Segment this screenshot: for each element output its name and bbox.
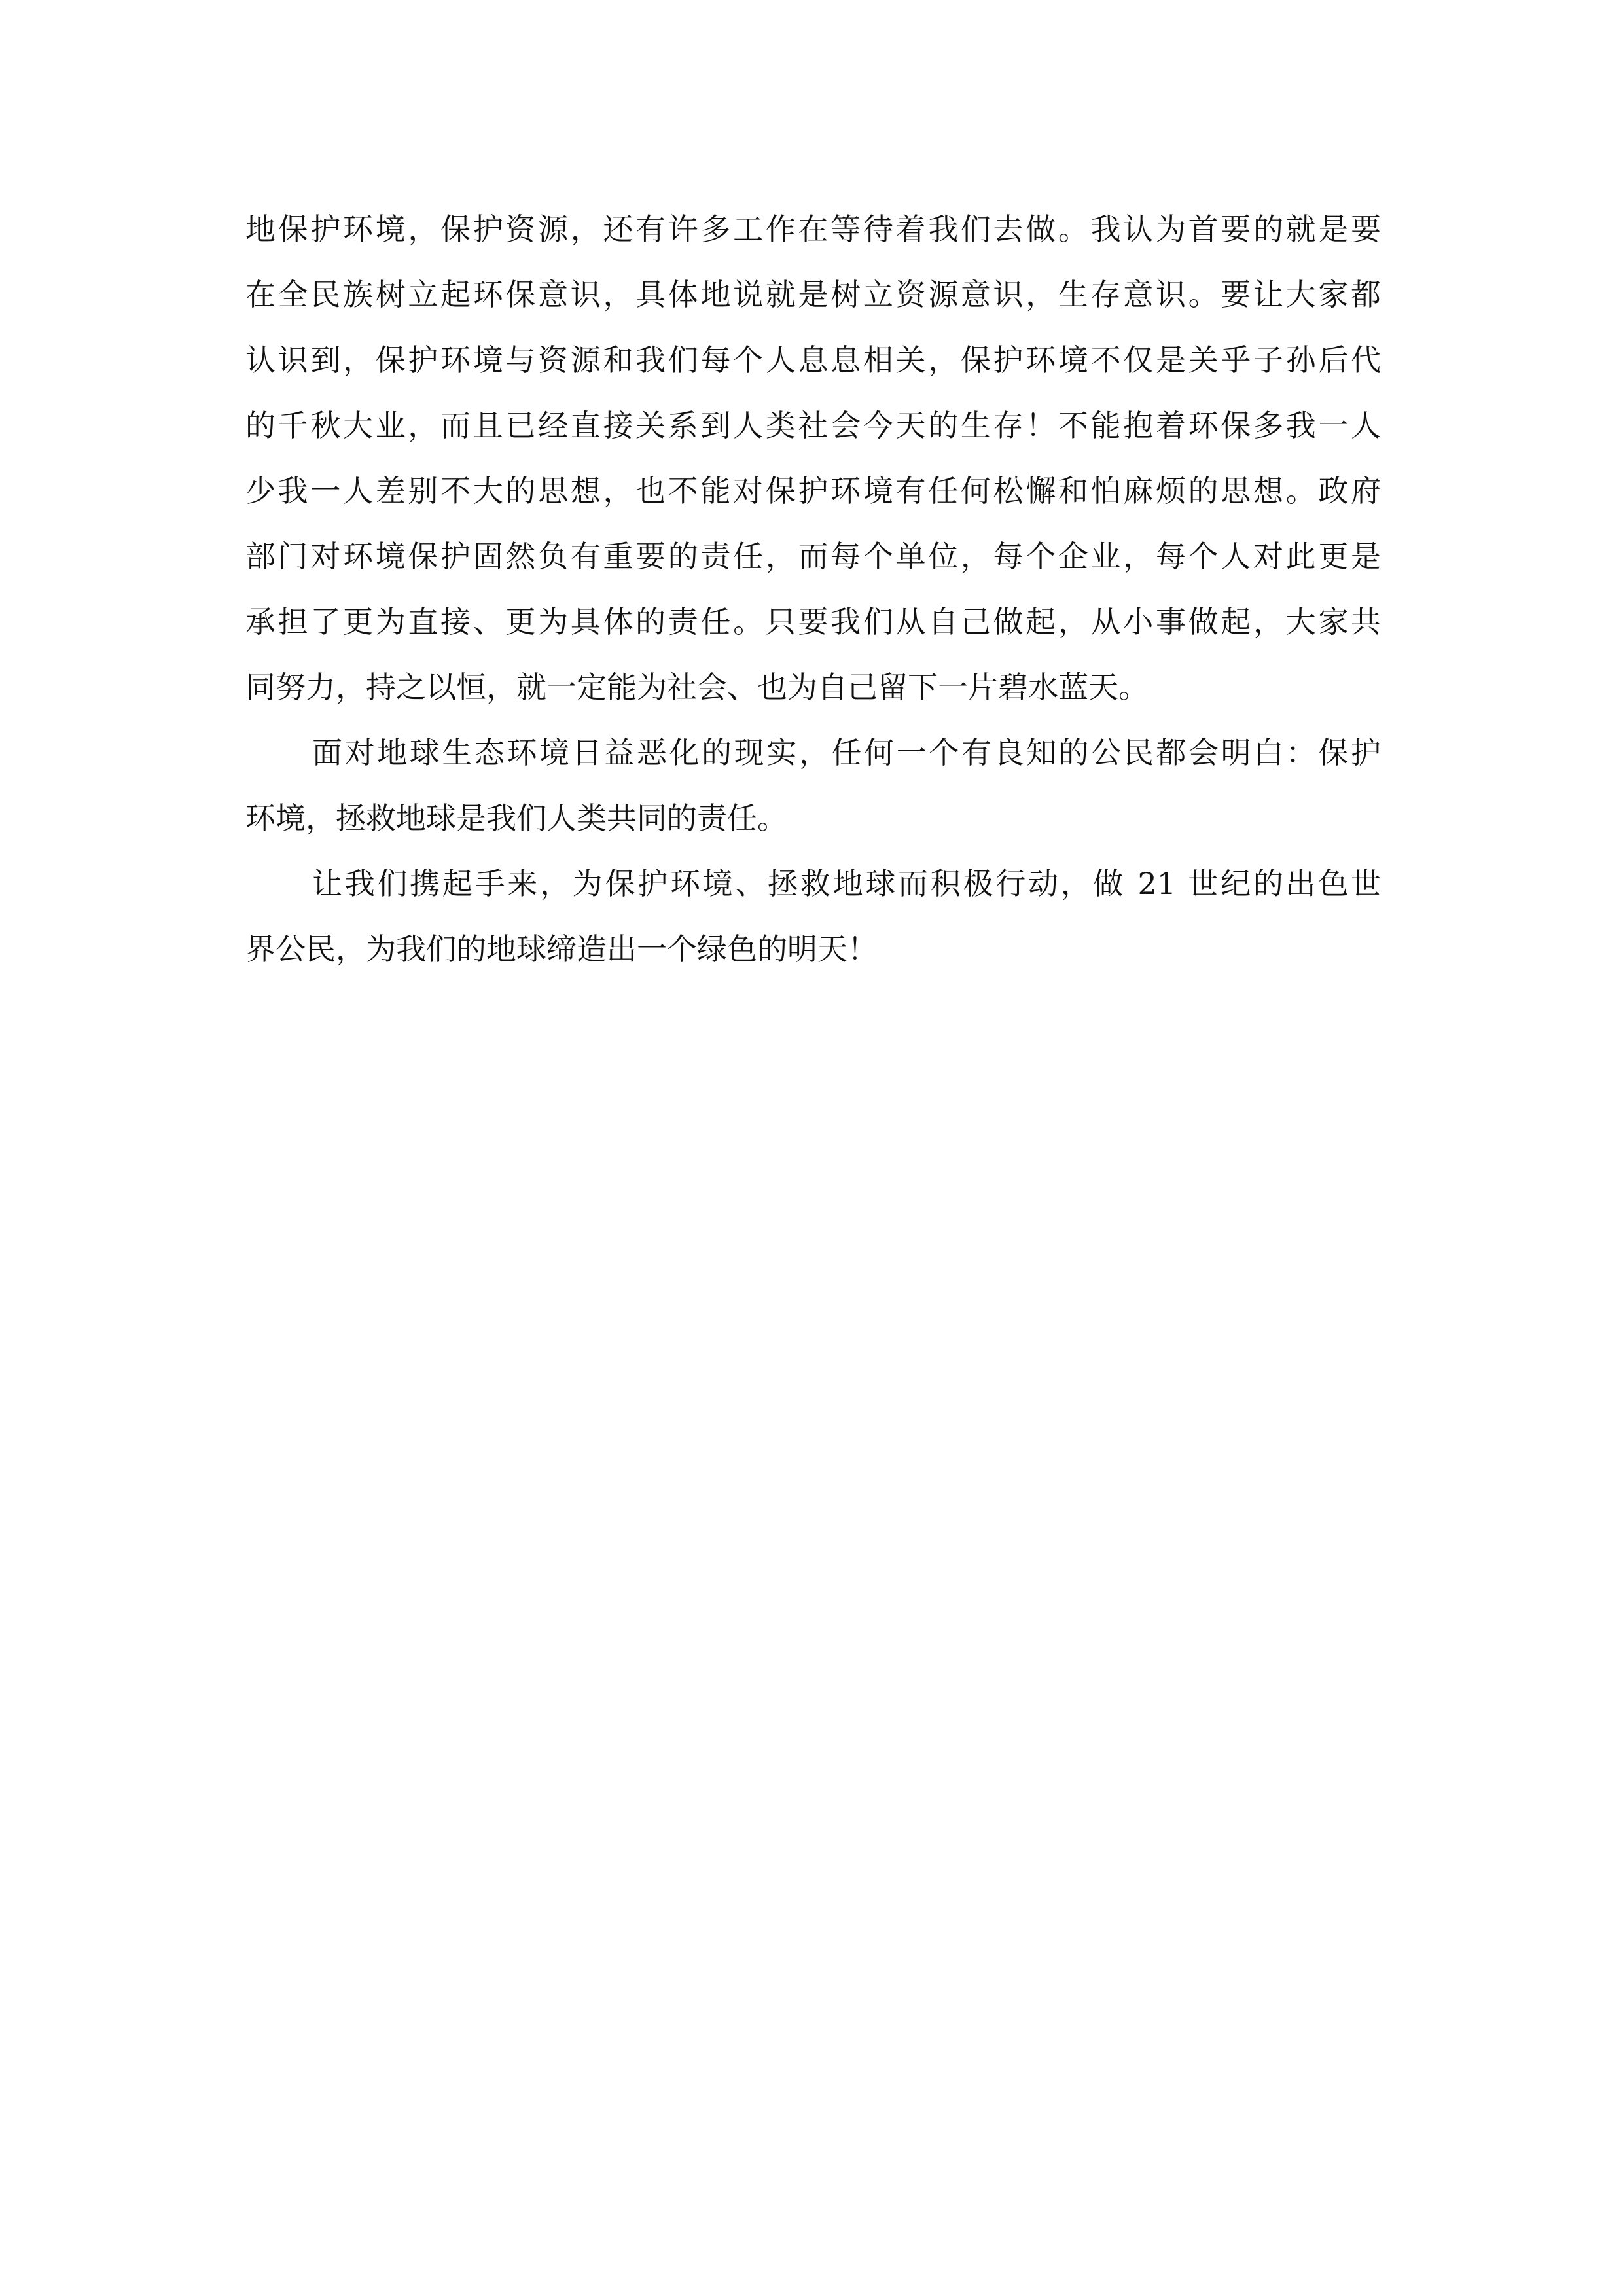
paragraph-1-line-4: 的千秋大业，而且已经直接关系到人类社会今天的生存！不能抱着环保多我一人: [245, 408, 1381, 443]
body-text: [245, 196, 1381, 982]
paragraph-2-line-2: 环境，拯救地球是我们人类共同的责任。: [245, 800, 787, 836]
paragraph-1-line-8: 同努力，持之以恒，就一定能为社会、也为自己留下一片碧水蓝天。: [245, 670, 1149, 705]
paragraph-1-line-1: 地保护环境，保护资源，还有许多工作在等待着我们去做。我认为首要的就是要: [245, 211, 1381, 247]
paragraph-3-line-2: 界公民，为我们的地球缔造出一个绿色的明天！: [245, 931, 878, 967]
paragraph-1-line-5: 少我一人差别不大的思想，也不能对保护环境有任何松懈和怕麻烦的思想。政府: [245, 473, 1381, 509]
paragraph-1-line-2: 在全民族树立起环保意识，具体地说就是树立资源意识，生存意识。要让大家都: [245, 277, 1381, 312]
paragraph-1-line-7: 承担了更为直接、更为具体的责任。只要我们从自己做起，从小事做起，大家共: [245, 604, 1381, 639]
paragraph-3-line-1: 让我们携起手来，为保护环境、拯救地球而积极行动，做 21 世纪的出色世: [312, 866, 1381, 901]
paragraph-2-line-1: 面对地球生态环境日益恶化的现实，任何一个有良知的公民都会明白：保护: [312, 735, 1381, 770]
paragraph-1-line-6: 部门对环境保护固然负有重要的责任，而每个单位，每个企业，每个人对此更是: [245, 539, 1381, 574]
paragraph-1-line-3: 认识到，保护环境与资源和我们每个人息息相关，保护环境不仅是关乎子孙后代: [245, 342, 1381, 378]
